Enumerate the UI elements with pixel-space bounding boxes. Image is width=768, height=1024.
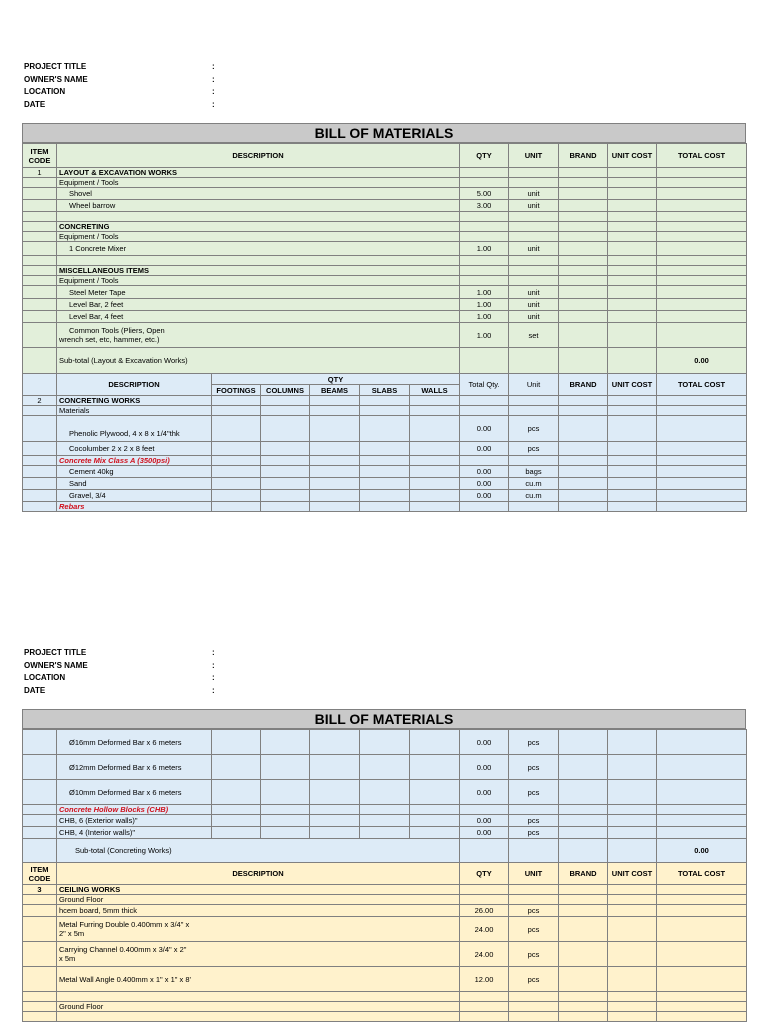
table-row: CHB, 4 (Interior walls)" 0.00 pcs bbox=[23, 827, 747, 839]
table-row: 2 CONCRETING WORKS bbox=[23, 396, 747, 406]
col-qty: QTY bbox=[460, 144, 509, 168]
table-row: hcem board, 5mm thick 26.00 pcs bbox=[23, 905, 747, 917]
owners-name-label: OWNER'S NAME bbox=[24, 660, 88, 670]
table-row: Level Bar, 4 feet 1.00 unit bbox=[23, 311, 747, 323]
bill-of-materials-sheet-2 bbox=[22, 709, 746, 1022]
bill-of-materials-sheet-1 bbox=[22, 123, 746, 512]
qty-breakdown-header: DESCRIPTION QTY Total Qty. Unit BRAND UNIT COST TOTAL COST bbox=[23, 374, 747, 385]
table-row: Cocolumber 2 x 2 x 8 feet 0.00 pcs bbox=[23, 442, 747, 456]
subtotal-label: Sub-total (Layout & Excavation Works) bbox=[57, 348, 460, 374]
table-row: Materials bbox=[23, 406, 747, 416]
subtotal-row bbox=[23, 839, 747, 863]
table-row: Equipment / Tools bbox=[23, 232, 747, 242]
materials-table-1: ITEM CODE DESCRIPTION QTY UNIT BRAND UNIT COST TOTAL COST 1 LAYOUT & EXCAVATION WORKS Equipment / Tools Shovel 5.00 unit Wheel barrow 3.00 unit CONCRETING Equipment / Tools 1 Concrete Mixer 1.00 unit MISCELLANEOUS ITEMS Equipment / Tools Steel Meter Tape 1.00 unit Level Bar, 2 feet 1.00 unit Level Bar, 4 feet 1.00 unit Common Tools (Pliers, Open wrench set, etc, hammer, etc.) 1.00 set Sub-total (Layout & Excavation Works) 0.00 DESCRIPTION QTY Total Qty. Unit BRAND UNIT COST TOTAL COST FOOTINGS COLUMNS BEAMS SLABS WALLS 2 CONCRETING WORKS Materials Phenolic Plywood, 4 x 8 x 1/4"thk 0.00 pcs Cocolumber 2 x 2 x 8 feet 0.00 pcs Concrete Mix Class A (3500psi) Cement 40kg 0.00 bags Sand 0.00 cu.m Gravel, 3/4 0.00 cu.m Rebars bbox=[22, 143, 747, 512]
table-row: Concrete Hollow Blocks (CHB) bbox=[23, 805, 747, 815]
table-row bbox=[23, 992, 747, 1002]
col-brand: BRAND bbox=[559, 144, 608, 168]
table-row: Ø10mm Deformed Bar x 6 meters 0.00 pcs bbox=[23, 780, 747, 805]
table-row: Wheel barrow 3.00 unit bbox=[23, 200, 747, 212]
project-info-header-2: PROJECT TITLE : OWNER'S NAME : LOCATION : DATE : bbox=[24, 648, 215, 695]
table-row: Shovel 5.00 unit bbox=[23, 188, 747, 200]
table-row: Equipment / Tools bbox=[23, 178, 747, 188]
col-item-code: ITEM CODE bbox=[23, 144, 57, 168]
table-row: Equipment / Tools bbox=[23, 276, 747, 286]
table-header-row: ITEM CODE DESCRIPTION QTY UNIT BRAND UNIT COST TOTAL COST bbox=[23, 863, 747, 885]
table-row: Rebars bbox=[23, 502, 747, 512]
table-row: 1 LAYOUT & EXCAVATION WORKS bbox=[23, 168, 747, 178]
table-row: MISCELLANEOUS ITEMS bbox=[23, 266, 747, 276]
subtotal-row bbox=[23, 348, 747, 374]
table-row: Ø16mm Deformed Bar x 6 meters 0.00 pcs bbox=[23, 730, 747, 755]
table-row: CHB, 6 (Exterior walls)" 0.00 pcs bbox=[23, 815, 747, 827]
table-row: Cement 40kg 0.00 bags bbox=[23, 466, 747, 478]
date-label: DATE bbox=[24, 99, 46, 109]
materials-table-2 bbox=[22, 729, 747, 1022]
table-row: Common Tools (Pliers, Open wrench set, etc, hammer, etc.) 1.00 set bbox=[23, 323, 747, 348]
section-title: LAYOUT & EXCAVATION WORKS bbox=[57, 168, 460, 178]
table-header-row bbox=[23, 144, 747, 168]
table-row: Concrete Mix Class A (3500psi) bbox=[23, 456, 747, 466]
table-row: CONCRETING bbox=[23, 222, 747, 232]
section-title: CEILING WORKS bbox=[57, 885, 460, 895]
subtotal-value: 0.00 bbox=[657, 348, 747, 374]
col-description: DESCRIPTION bbox=[57, 144, 460, 168]
project-title-label: PROJECT TITLE bbox=[24, 648, 87, 657]
sheet-title: BILL OF MATERIALS bbox=[22, 123, 746, 143]
col-unit: UNIT bbox=[509, 144, 559, 168]
owners-name-label: OWNER'S NAME bbox=[24, 74, 88, 84]
col-total-cost: TOTAL COST bbox=[657, 144, 747, 168]
location-label: LOCATION bbox=[24, 673, 66, 683]
table-row: Metal Furring Double 0.400mm x 3/4" x 2" x 5m 24.00 pcs bbox=[23, 917, 747, 942]
table-row: Phenolic Plywood, 4 x 8 x 1/4"thk 0.00 pcs bbox=[23, 416, 747, 442]
col-unit-cost: UNIT COST bbox=[608, 144, 657, 168]
table-row: Level Bar, 2 feet 1.00 unit bbox=[23, 299, 747, 311]
table-row: Steel Meter Tape 1.00 unit bbox=[23, 286, 747, 299]
table-row bbox=[23, 1012, 747, 1022]
table-row: Carrying Channel 0.400mm x 3/4" x 2" x 5m 24.00 pcs bbox=[23, 942, 747, 967]
project-title-label: PROJECT TITLE bbox=[24, 62, 87, 71]
location-label: LOCATION bbox=[24, 87, 66, 97]
subtotal-value: 0.00 bbox=[657, 839, 747, 863]
table-row bbox=[23, 256, 747, 266]
date-label: DATE bbox=[24, 685, 46, 695]
table-row: Sand 0.00 cu.m bbox=[23, 478, 747, 490]
table-row bbox=[23, 212, 747, 222]
table-row: Ground Floor bbox=[23, 1002, 747, 1012]
subtotal-label: Sub-total (Concreting Works) bbox=[57, 839, 460, 863]
table-row: Ø12mm Deformed Bar x 6 meters 0.00 pcs bbox=[23, 755, 747, 780]
project-info-header-1: PROJECT TITLE : OWNER'S NAME : LOCATION : DATE : bbox=[24, 62, 215, 109]
table-row: Ground Floor bbox=[23, 895, 747, 905]
section-title: CONCRETING WORKS bbox=[57, 396, 212, 406]
table-row: 1 Concrete Mixer 1.00 unit bbox=[23, 242, 747, 256]
table-row: Metal Wall Angle 0.400mm x 1" x 1" x 8' 12.00 pcs bbox=[23, 967, 747, 992]
table-row: Gravel, 3/4 0.00 cu.m bbox=[23, 490, 747, 502]
table-row: 3 CEILING WORKS bbox=[23, 885, 747, 895]
sheet-title: BILL OF MATERIALS bbox=[22, 709, 746, 729]
